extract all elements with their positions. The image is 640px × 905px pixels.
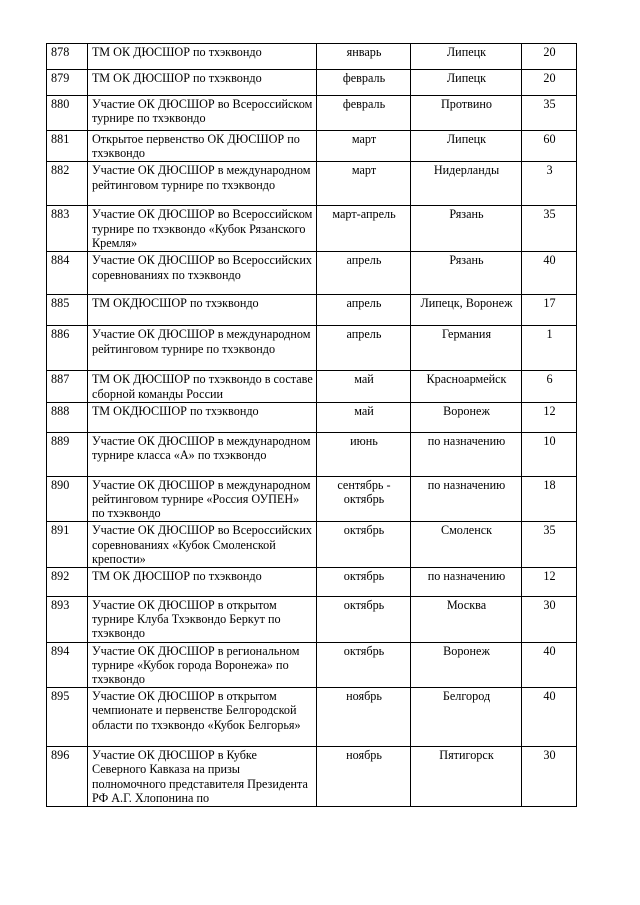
table-row bbox=[47, 432, 577, 476]
cell-event-name: ТМ ОКДЮСШОР по тхэквондо bbox=[88, 295, 317, 326]
cell-number: 880 bbox=[47, 96, 88, 131]
cell-date: январь bbox=[317, 44, 411, 70]
cell-date: ноябрь bbox=[317, 688, 411, 747]
cell-place: Москва bbox=[411, 597, 522, 643]
cell-event-name: Участие ОК ДЮСШОР в международном рейтинговом турнире по тхэквондо bbox=[88, 326, 317, 371]
cell-participants: 18 bbox=[522, 476, 577, 522]
cell-event-name: Участие ОК ДЮСШОР в международном рейтинговом турнире по тхэквондо bbox=[88, 162, 317, 206]
cell-event-name: Участие ОК ДЮСШОР в открытом чемпионате и первенстве Белгородской области по тхэквондо «Кубок Белгорья» bbox=[88, 688, 317, 747]
cell-place: Воронеж bbox=[411, 402, 522, 432]
cell-date: март-апрель bbox=[317, 206, 411, 252]
cell-participants: 35 bbox=[522, 206, 577, 252]
cell-event-name: Участие ОК ДЮСШОР во Всероссийских соревнованиях «Кубок Смоленской крепости» bbox=[88, 522, 317, 568]
cell-participants: 35 bbox=[522, 96, 577, 131]
cell-event-name: Участие ОК ДЮСШОР в открытом турнире Клуба Тхэквондо Беркут по тхэквондо bbox=[88, 597, 317, 643]
cell-place: Рязань bbox=[411, 206, 522, 252]
cell-participants: 40 bbox=[522, 252, 577, 295]
cell-date: март bbox=[317, 131, 411, 162]
cell-number: 893 bbox=[47, 597, 88, 643]
cell-event-name: Участие ОК ДЮСШОР в международном турнире класса «А» по тхэквондо bbox=[88, 432, 317, 476]
table-row bbox=[47, 371, 577, 402]
cell-event-name: ТМ ОКДЮСШОР по тхэквондо bbox=[88, 402, 317, 432]
cell-place: Смоленск bbox=[411, 522, 522, 568]
cell-date: октябрь bbox=[317, 642, 411, 688]
cell-participants: 20 bbox=[522, 44, 577, 70]
table-row bbox=[47, 252, 577, 295]
cell-event-name: Участие ОК ДЮСШОР во Всероссийских соревнованиях по тхэквондо bbox=[88, 252, 317, 295]
cell-date: май bbox=[317, 402, 411, 432]
cell-date: октябрь bbox=[317, 568, 411, 597]
cell-place: Пятигорск bbox=[411, 747, 522, 807]
cell-number: 885 bbox=[47, 295, 88, 326]
cell-date: апрель bbox=[317, 326, 411, 371]
cell-number: 886 bbox=[47, 326, 88, 371]
cell-participants: 30 bbox=[522, 597, 577, 643]
table-row bbox=[47, 44, 577, 70]
cell-event-name: ТМ ОК ДЮСШОР по тхэквондо bbox=[88, 44, 317, 70]
cell-place: Липецк bbox=[411, 44, 522, 70]
table-row bbox=[47, 96, 577, 131]
cell-participants: 20 bbox=[522, 70, 577, 96]
cell-date: октябрь bbox=[317, 597, 411, 643]
cell-place: Липецк bbox=[411, 70, 522, 96]
cell-number: 878 bbox=[47, 44, 88, 70]
cell-place: Воронеж bbox=[411, 642, 522, 688]
cell-place: Липецк bbox=[411, 131, 522, 162]
cell-number: 896 bbox=[47, 747, 88, 807]
cell-date: ноябрь bbox=[317, 747, 411, 807]
cell-place: Нидерланды bbox=[411, 162, 522, 206]
cell-number: 894 bbox=[47, 642, 88, 688]
table-row bbox=[47, 295, 577, 326]
cell-participants: 3 bbox=[522, 162, 577, 206]
cell-place: по назначению bbox=[411, 432, 522, 476]
table-row bbox=[47, 568, 577, 597]
cell-place: Красноармейск bbox=[411, 371, 522, 402]
cell-place: Протвино bbox=[411, 96, 522, 131]
cell-participants: 12 bbox=[522, 402, 577, 432]
cell-date: июнь bbox=[317, 432, 411, 476]
cell-place: Рязань bbox=[411, 252, 522, 295]
cell-date: апрель bbox=[317, 295, 411, 326]
table-row bbox=[47, 597, 577, 643]
table-row bbox=[47, 131, 577, 162]
table-row bbox=[47, 162, 577, 206]
cell-number: 890 bbox=[47, 476, 88, 522]
cell-participants: 40 bbox=[522, 688, 577, 747]
cell-event-name: Участие ОК ДЮСШОР во Всероссийском турнире по тхэквондо bbox=[88, 96, 317, 131]
cell-number: 884 bbox=[47, 252, 88, 295]
cell-date: февраль bbox=[317, 70, 411, 96]
cell-event-name: Участие ОК ДЮСШОР во Всероссийском турнире по тхэквондо «Кубок Рязанского Кремля» bbox=[88, 206, 317, 252]
cell-number: 883 bbox=[47, 206, 88, 252]
cell-number: 891 bbox=[47, 522, 88, 568]
cell-number: 882 bbox=[47, 162, 88, 206]
table-row bbox=[47, 476, 577, 522]
cell-event-name: ТМ ОК ДЮСШОР по тхэквондо bbox=[88, 70, 317, 96]
cell-place: по назначению bbox=[411, 568, 522, 597]
cell-participants: 30 bbox=[522, 747, 577, 807]
cell-event-name: Открытое первенство ОК ДЮСШОР по тхэквондо bbox=[88, 131, 317, 162]
cell-participants: 1 bbox=[522, 326, 577, 371]
cell-date: апрель bbox=[317, 252, 411, 295]
cell-event-name: Участие ОК ДЮСШОР в международном рейтинговом турнире «Россия ОУПЕН» по тхэквондо bbox=[88, 476, 317, 522]
table-row bbox=[47, 326, 577, 371]
cell-place: Липецк, Воронеж bbox=[411, 295, 522, 326]
cell-number: 892 bbox=[47, 568, 88, 597]
cell-event-name: Участие ОК ДЮСШОР в региональном турнире «Кубок города Воронежа» по тхэквондо bbox=[88, 642, 317, 688]
table-row bbox=[47, 70, 577, 96]
cell-participants: 60 bbox=[522, 131, 577, 162]
cell-date: март bbox=[317, 162, 411, 206]
table-row bbox=[47, 206, 577, 252]
cell-date: сентябрь - октябрь bbox=[317, 476, 411, 522]
cell-date: май bbox=[317, 371, 411, 402]
cell-date: октябрь bbox=[317, 522, 411, 568]
cell-place: по назначению bbox=[411, 476, 522, 522]
cell-participants: 12 bbox=[522, 568, 577, 597]
cell-number: 881 bbox=[47, 131, 88, 162]
cell-event-name: Участие ОК ДЮСШОР в Кубке Северного Кавказа на призы полномочного представителя Президента РФ А.Г. Хлопонина по bbox=[88, 747, 317, 807]
table-row bbox=[47, 522, 577, 568]
table-row bbox=[47, 402, 577, 432]
cell-participants: 17 bbox=[522, 295, 577, 326]
cell-number: 889 bbox=[47, 432, 88, 476]
table-row bbox=[47, 688, 577, 747]
cell-number: 895 bbox=[47, 688, 88, 747]
events-table-body bbox=[47, 44, 577, 807]
cell-participants: 40 bbox=[522, 642, 577, 688]
table-row bbox=[47, 642, 577, 688]
cell-participants: 6 bbox=[522, 371, 577, 402]
table-row bbox=[47, 747, 577, 807]
cell-participants: 10 bbox=[522, 432, 577, 476]
cell-event-name: ТМ ОК ДЮСШОР по тхэквондо в составе сборной команды России bbox=[88, 371, 317, 402]
cell-number: 887 bbox=[47, 371, 88, 402]
cell-participants: 35 bbox=[522, 522, 577, 568]
cell-number: 879 bbox=[47, 70, 88, 96]
cell-date: февраль bbox=[317, 96, 411, 131]
cell-event-name: ТМ ОК ДЮСШОР по тхэквондо bbox=[88, 568, 317, 597]
events-table bbox=[46, 43, 577, 807]
cell-place: Белгород bbox=[411, 688, 522, 747]
cell-place: Германия bbox=[411, 326, 522, 371]
cell-number: 888 bbox=[47, 402, 88, 432]
